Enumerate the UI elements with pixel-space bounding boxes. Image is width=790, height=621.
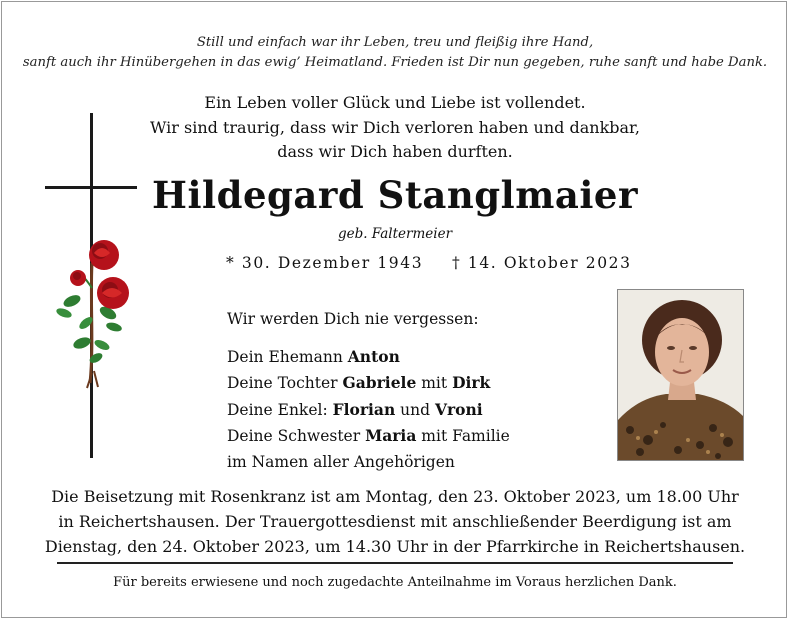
thanks-note: Für bereits erwiesene und noch zugedachte Anteilnahme im Voraus herzlichen Dank.	[113, 575, 677, 590]
mourner-name: Vroni	[434, 399, 483, 419]
rose-icon	[55, 240, 129, 388]
mourner-name: Anton	[347, 347, 400, 367]
mourner-relation: Deine Enkel:	[227, 400, 333, 419]
mourner-name: Florian	[332, 399, 396, 419]
portrait-photo	[617, 289, 744, 461]
mourner-relation: Deine Tochter	[227, 374, 343, 393]
funeral-line: in Reichertshausen. Der Trauergottesdienst mit anschließender Beerdigung ist am	[58, 512, 732, 531]
intro-line: Ein Leben voller Glück und Liebe ist vollendet.	[204, 93, 586, 112]
deceased-name: Hildegard Stanglmaier	[152, 173, 638, 217]
death-date: † 14. Oktober 2023	[452, 254, 632, 272]
mourner-line	[227, 423, 510, 449]
mourner-name: Dirk	[452, 373, 491, 393]
funeral-line: Die Beisetzung mit Rosenkranz ist am Montag, den 23. Oktober 2023, um 18.00 Uhr	[51, 487, 739, 506]
mourner-relation: Deine Schwester	[227, 426, 366, 445]
mourner-line	[227, 397, 510, 423]
mourners-heading: Wir werden Dich nie vergessen:	[227, 310, 479, 328]
mourner-line: im Namen aller Angehörigen	[227, 453, 455, 472]
intro-line: Wir sind traurig, dass wir Dich verloren haben und dankbar,	[149, 117, 641, 137]
mourner-line	[227, 370, 510, 396]
maiden-name: geb. Faltermeier	[337, 226, 453, 242]
mourner-connector: mit Familie	[416, 426, 510, 445]
funeral-line: Dienstag, den 24. Oktober 2023, um 14.30 Uhr in der Pfarrkirche in Reichertshausen.	[44, 537, 746, 556]
motto-line: Still und einfach war ihr Leben, treu und fleißig ihre Hand,	[196, 35, 594, 50]
intro-line: dass wir Dich haben durften.	[277, 142, 513, 161]
divider	[57, 562, 733, 564]
mourner-relation: Dein Ehemann	[227, 348, 348, 367]
mourner-connector: und	[395, 400, 435, 419]
mourner-name: Maria	[365, 425, 417, 445]
birth-date: * 30. Dezember 1943	[226, 254, 424, 272]
motto	[0, 33, 790, 73]
mourners-list	[227, 306, 510, 475]
cross-icon	[40, 113, 150, 463]
funeral-info	[0, 484, 790, 559]
mourner-name: Gabriele	[342, 373, 417, 393]
motto-line: sanft auch ihr Hinübergehen in das ewig’ Heimatland. Frieden ist Dir nun gegeben, ruhe sanft und habe Dank.	[22, 55, 768, 70]
mourner-connector: mit	[416, 374, 453, 393]
mourner-line	[227, 344, 510, 370]
